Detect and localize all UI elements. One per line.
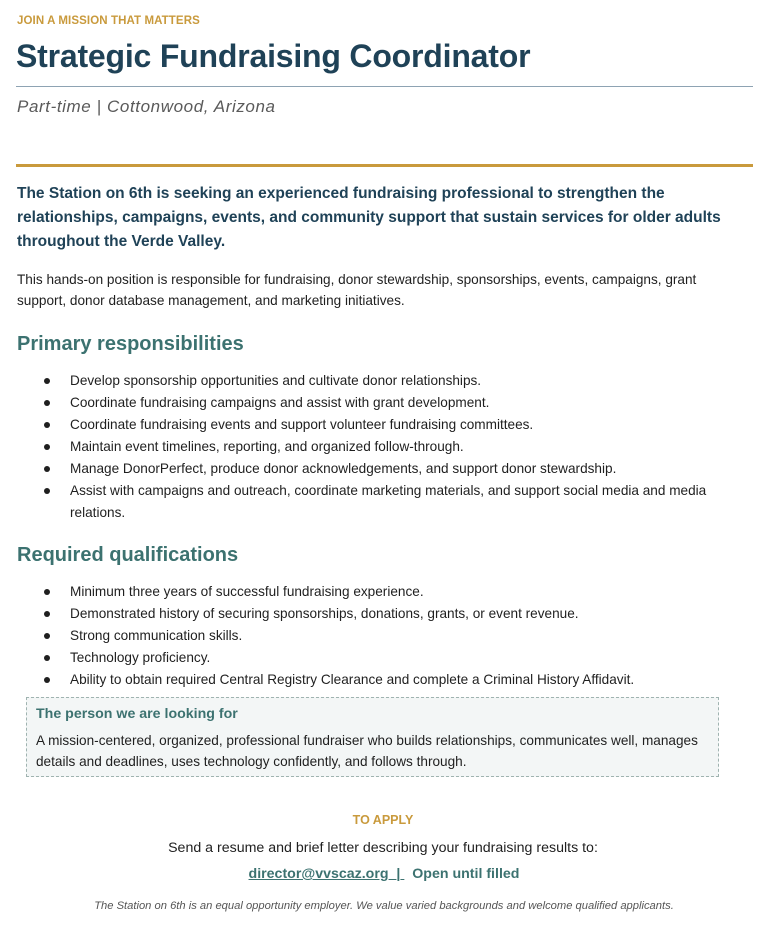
bullet-icon [44, 378, 50, 384]
list-item [0, 603, 750, 625]
list-item-text: Coordinate fundraising campaigns and assist with grant development. [70, 395, 490, 410]
status-text: Open until filled [412, 866, 520, 882]
eyebrow-label: JOIN A MISSION THAT MATTERS [17, 15, 200, 27]
list-item-text: Demonstrated history of securing sponsorships, donations, grants, or event revenue. [70, 606, 579, 621]
list-item [0, 392, 750, 414]
list-item [0, 581, 750, 603]
bullet-icon [44, 466, 50, 472]
list-item-text: Minimum three years of successful fundraising experience. [70, 584, 424, 599]
job-subtitle: Part-time | Cottonwood, Arizona [17, 97, 276, 116]
footer-note: The Station on 6th is an equal opportunity employer. We value varied backgrounds and welcome qualified applicants. [94, 900, 674, 912]
list-item [0, 625, 750, 647]
title-divider [16, 86, 753, 87]
list-item [0, 480, 750, 524]
list-item-text: Assist with campaigns and outreach, coordinate marketing materials, and support social media and media relations. [70, 483, 707, 520]
email-link[interactable]: director@vvscaz.org [248, 866, 389, 882]
section-divider [16, 164, 753, 167]
list-item-text: Strong communication skills. [70, 628, 243, 643]
bullet-icon [44, 422, 50, 428]
list-item-text: Maintain event timelines, reporting, and organized follow-through. [70, 439, 464, 454]
list-item [0, 458, 750, 480]
list-item-text: Ability to obtain required Central Registry Clearance and complete a Criminal History Affidavit. [70, 672, 635, 687]
bullet-icon [44, 633, 50, 639]
list-item [0, 647, 750, 669]
list-item [0, 370, 750, 392]
responsibilities-list [0, 370, 750, 524]
list-item-text: Manage DonorPerfect, produce donor acknowledgements, and support donor stewardship. [70, 461, 617, 476]
list-item-text: Develop sponsorship opportunities and cultivate donor relationships. [70, 373, 482, 388]
bullet-icon [44, 488, 50, 494]
apply-instructions: Send a resume and brief letter describing your fundraising results to: [168, 840, 598, 856]
callout-body: A mission-centered, organized, professional fundraiser who builds relationships, communicates well, manages details and deadlines, uses technology confidently, and follows through. [36, 733, 698, 769]
bullet-icon [44, 611, 50, 617]
lead-paragraph: The Station on 6th is seeking an experienced fundraising professional to strengthen the relationships, campaigns, events, and community support that sustain services for older adults throughout the Verde Valley. [17, 185, 721, 250]
list-item-text: Coordinate fundraising events and support volunteer fundraising committees. [70, 417, 534, 432]
apply-contact-line [0, 866, 768, 882]
bullet-icon [44, 589, 50, 595]
responsibilities-heading: Primary responsibilities [17, 333, 244, 355]
qualifications-list [0, 581, 750, 691]
intro-paragraph: This hands-on position is responsible for fundraising, donor stewardship, sponsorships, events, campaigns, grant support, donor database management, and marketing initiatives. [17, 272, 697, 308]
apply-label: TO APPLY [352, 813, 414, 827]
page-title: Strategic Fundraising Coordinator [16, 38, 531, 74]
bullet-icon [44, 444, 50, 450]
list-item [0, 436, 750, 458]
bullet-icon [44, 400, 50, 406]
list-item [0, 414, 750, 436]
bullet-icon [44, 655, 50, 661]
callout-title: The person we are looking for [36, 706, 238, 722]
list-item [0, 669, 750, 691]
qualifications-heading: Required qualifications [17, 544, 239, 566]
list-item-text: Technology proficiency. [70, 650, 211, 665]
separator: | [396, 866, 401, 882]
bullet-icon [44, 677, 50, 683]
ideal-candidate-callout [26, 697, 719, 777]
